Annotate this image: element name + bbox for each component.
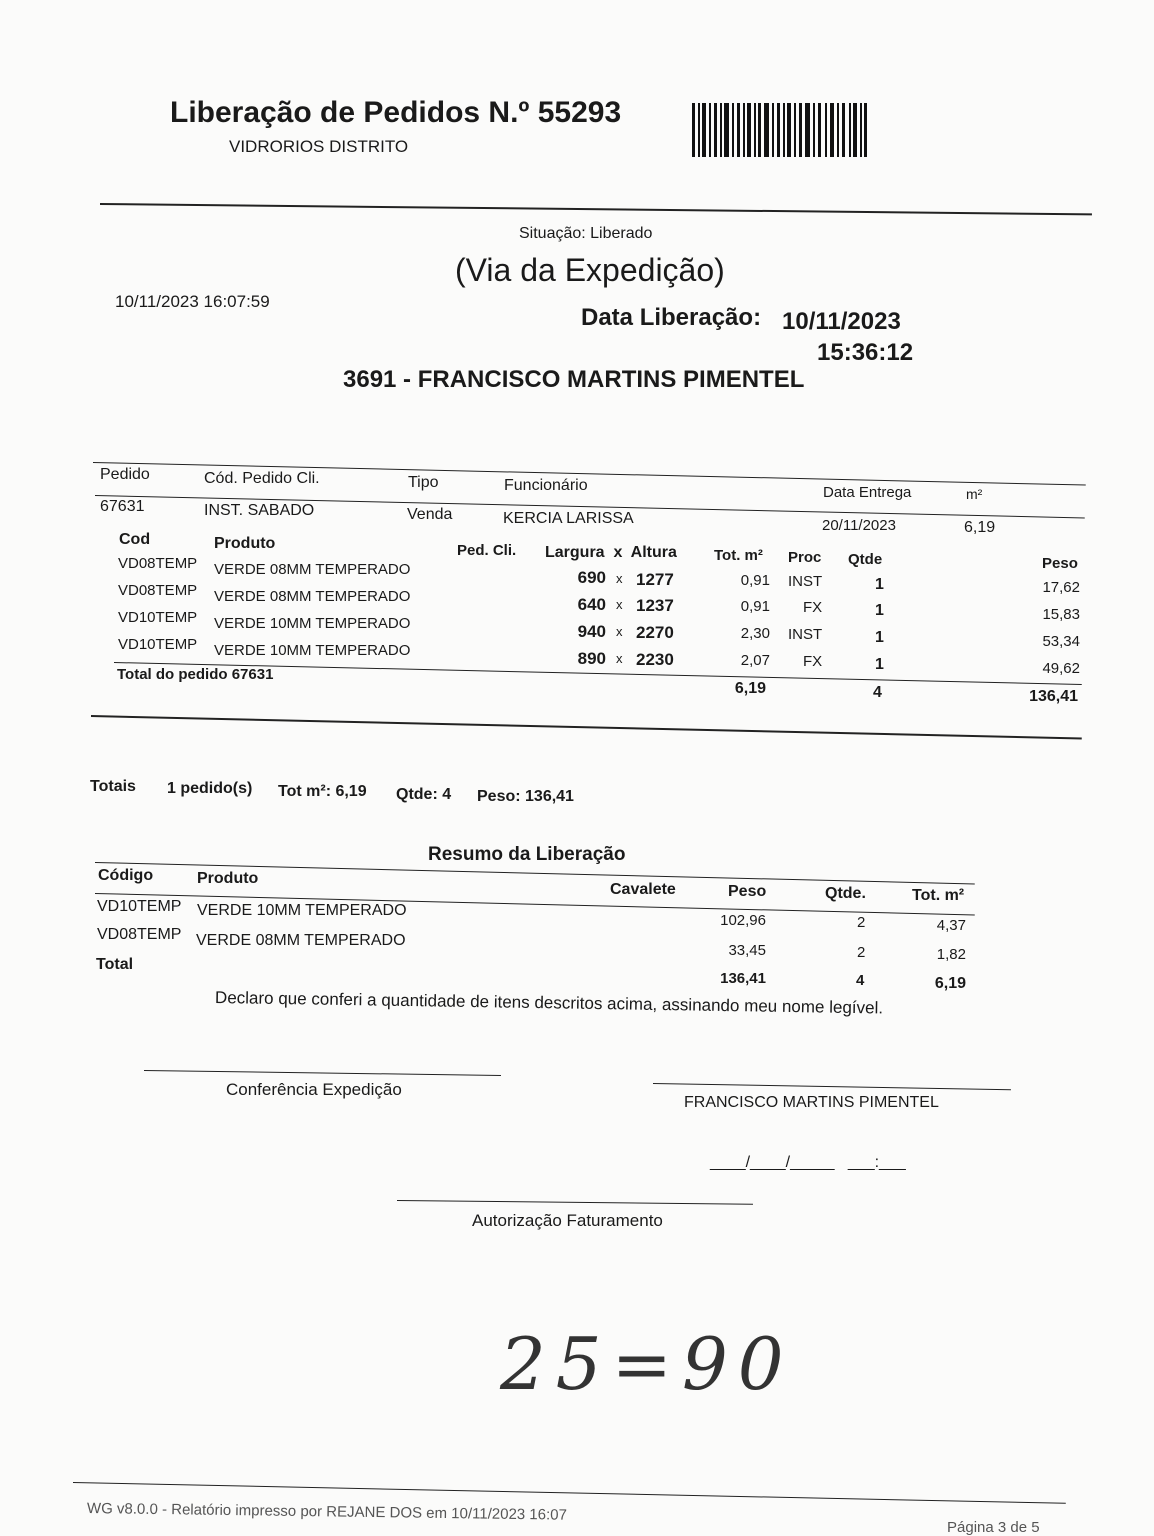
summary-codigo: VD08TEMP [97, 926, 182, 943]
item-proc: FX [803, 599, 823, 616]
item-peso: 49,62 [1042, 660, 1080, 677]
proc-column-header: Proc [788, 549, 822, 566]
totais-qtde: Qtde: 4 [396, 786, 452, 803]
summary-peso: 33,45 [728, 942, 766, 959]
m2-header: m² [966, 486, 983, 502]
item-tot-m2: 0,91 [740, 572, 770, 589]
summary-qtde: 2 [857, 914, 866, 931]
pedido-header: Pedido [100, 466, 150, 483]
item-largura: 890 [577, 649, 606, 668]
summary-codigo: VD10TEMP [97, 898, 182, 915]
header-divider [100, 203, 1092, 215]
cod-pedido-cli-value: INST. SABADO [204, 502, 315, 519]
produto-column-header: Produto [214, 535, 276, 552]
item-altura: 1237 [636, 596, 674, 615]
data-liberacao-label: Data Liberação: [581, 304, 762, 331]
item-produto: VERDE 10MM TEMPERADO [214, 642, 411, 659]
conferencia-signature-line[interactable] [144, 1070, 501, 1076]
summary-produto: VERDE 08MM TEMPERADO [196, 932, 406, 949]
item-x: x [616, 651, 623, 666]
pedido-value: 67631 [100, 498, 145, 515]
order-bottom-divider [91, 715, 1082, 739]
footer-divider [73, 1482, 1066, 1504]
handwritten-note: 25=90 [500, 1322, 794, 1406]
summary-peso-header: Peso [728, 883, 767, 900]
via-label: (Via da Expedição) [455, 252, 725, 288]
declaration-text: Declaro que conferi a quantidade de itens descritos acima, assinando meu nome legível. [214, 988, 884, 1018]
totais-m2: Tot m²: 6,19 [278, 783, 367, 800]
order-total-peso: 136,41 [1029, 688, 1078, 705]
funcionario-header: Funcionário [504, 477, 588, 494]
totais-peso: Peso: 136,41 [477, 788, 574, 805]
item-cod: VD08TEMP [118, 582, 198, 599]
summary-peso: 102,96 [720, 912, 766, 929]
item-tot-m2: 0,91 [740, 598, 770, 615]
tipo-header: Tipo [408, 474, 439, 491]
item-cod: VD08TEMP [118, 555, 198, 572]
item-qtde: 1 [875, 602, 884, 619]
summary-tot-m2: 4,37 [936, 917, 966, 934]
item-produto: VERDE 08MM TEMPERADO [214, 588, 411, 605]
cliente-signature-name: FRANCISCO MARTINS PIMENTEL [684, 1094, 939, 1111]
ped-cli-column-header: Ped. Cli. [457, 542, 517, 559]
item-qtde: 1 [875, 656, 884, 673]
summary-total-peso: 136,41 [720, 970, 766, 987]
summary-total-qtde: 4 [856, 972, 865, 989]
document-title: Liberação de Pedidos N.º 55293 [170, 96, 622, 129]
situacao-label: Situação: Liberado [519, 225, 653, 242]
item-proc: INST [788, 573, 823, 590]
item-peso: 17,62 [1042, 579, 1080, 596]
item-largura: 690 [577, 568, 606, 587]
summary-produto: VERDE 10MM TEMPERADO [197, 902, 407, 919]
item-tot-m2: 2,07 [740, 652, 770, 669]
client-name: 3691 - FRANCISCO MARTINS PIMENTEL [343, 366, 805, 393]
item-tot-m2: 2,30 [740, 625, 770, 642]
order-total-label: Total do pedido 67631 [117, 666, 274, 683]
item-x: x [616, 597, 623, 612]
date-fill-blank[interactable]: ____/____/_____ ___:___ [710, 1154, 906, 1171]
autorizacao-label: Autorização Faturamento [472, 1211, 663, 1230]
qtde-column-header: Qtde [848, 551, 883, 568]
data-entrega-value: 20/11/2023 [822, 517, 896, 534]
item-largura: 940 [577, 622, 606, 641]
item-x: x [616, 571, 623, 586]
totais-pedidos: 1 pedido(s) [167, 780, 253, 797]
summary-qtde: 2 [857, 944, 866, 961]
tipo-value: Venda [407, 506, 453, 523]
item-proc: INST [788, 626, 823, 643]
funcionario-value: KERCIA LARISSA [503, 510, 634, 527]
cod-pedido-cli-header: Cód. Pedido Cli. [204, 470, 320, 487]
conferencia-label: Conferência Expedição [226, 1080, 402, 1099]
data-liberacao-time: 15:36:12 [817, 339, 914, 366]
summary-qtde-header: Qtde. [825, 885, 866, 902]
peso-column-header: Peso [1042, 555, 1078, 572]
data-entrega-header: Data Entrega [823, 484, 912, 501]
largura-altura-column-header: Largura x Altura [545, 544, 677, 561]
summary-cavalete-header: Cavalete [610, 881, 676, 898]
summary-title: Resumo da Liberação [428, 844, 626, 865]
cod-column-header: Cod [119, 531, 151, 548]
item-produto: VERDE 08MM TEMPERADO [214, 561, 411, 578]
item-peso: 53,34 [1042, 633, 1080, 650]
data-liberacao-date: 10/11/2023 [782, 308, 901, 335]
item-peso: 15,83 [1042, 606, 1080, 623]
item-qtde: 1 [875, 576, 884, 593]
summary-total-label: Total [96, 956, 134, 973]
item-x: x [616, 624, 623, 639]
item-qtde: 1 [875, 629, 884, 646]
barcode [692, 103, 868, 157]
tot-m2-column-header: Tot. m² [714, 547, 763, 564]
m2-value: 6,19 [964, 519, 996, 536]
summary-total-m2: 6,19 [934, 975, 966, 992]
item-cod: VD10TEMP [118, 609, 198, 626]
autorizacao-signature-line[interactable] [397, 1200, 753, 1205]
item-altura: 1277 [636, 570, 674, 589]
item-produto: VERDE 10MM TEMPERADO [214, 615, 411, 632]
footer-printed-by: WG v8.0.0 - Relatório impresso por REJANE DOS em 10/11/2023 16:07 [86, 1500, 568, 1524]
item-proc: FX [803, 653, 823, 670]
company-name: VIDRORIOS DISTRITO [229, 137, 409, 156]
summary-tot-m2-header: Tot. m² [912, 887, 965, 904]
cliente-signature-line[interactable] [653, 1083, 1011, 1090]
order-total-qtde: 4 [873, 684, 882, 701]
item-altura: 2230 [636, 650, 674, 669]
totais-label: Totais [90, 778, 136, 795]
summary-produto-header: Produto [197, 870, 259, 887]
summary-codigo-header: Código [98, 867, 154, 884]
footer-page-number: Página 3 de 5 [947, 1519, 1040, 1536]
summary-tot-m2: 1,82 [936, 946, 966, 963]
item-altura: 2270 [636, 623, 674, 642]
printed-timestamp: 10/11/2023 16:07:59 [115, 292, 270, 311]
item-largura: 640 [577, 595, 606, 614]
order-total-m2: 6,19 [734, 680, 766, 697]
item-cod: VD10TEMP [118, 636, 198, 653]
